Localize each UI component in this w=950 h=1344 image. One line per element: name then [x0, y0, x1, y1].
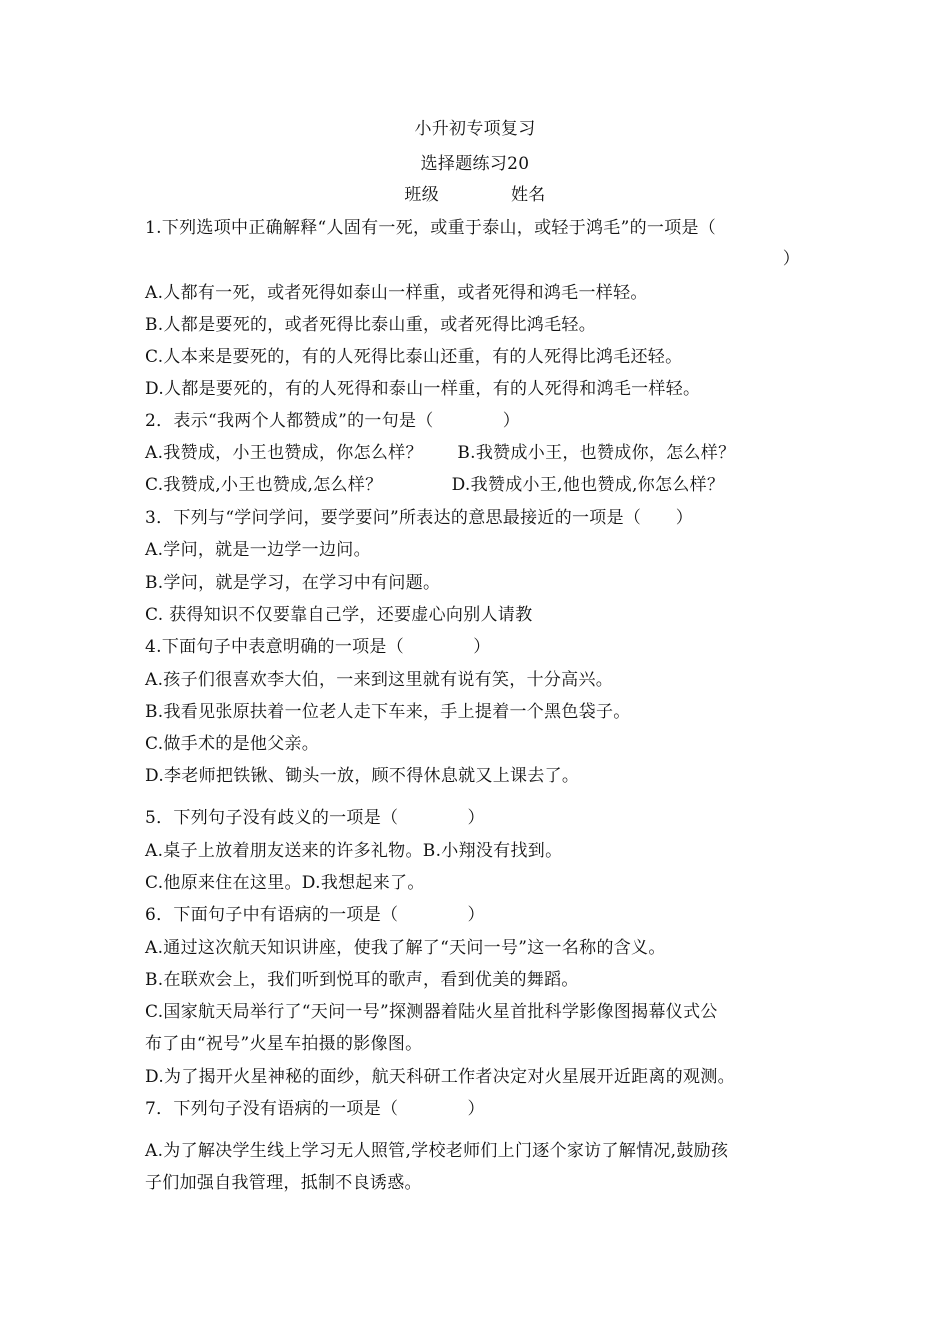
question-3-option-b: B.学问，就是学习，在学习中有问题。 [145, 573, 441, 593]
question-1-option-a: A.人都有一死，或者死得如泰山一样重，或者死得和鸿毛一样轻。 [145, 283, 648, 303]
question-4-option-d: D.李老师把铁锹、锄头一放，顾不得休息就又上课去了。 [145, 766, 580, 786]
question-4-option-c: C.做手术的是他父亲。 [145, 734, 320, 754]
question-6-stem: 6．下面句子中有语病的一项是（ ） [145, 905, 485, 925]
question-4-option-a: A.孩子们很喜欢李大伯，一来到这里就有说有笑，十分高兴。 [145, 670, 614, 690]
question-7-option-a-line2: 子们加强自我管理，抵制不良诱惑。 [145, 1173, 422, 1193]
question-6-option-a: A.通过这次航天知识讲座，使我了解了“天问一号”这一名称的含义。 [145, 938, 666, 958]
name-label: 姓名 [511, 185, 546, 205]
class-label: 班级 [404, 185, 439, 205]
question-4-stem: 4.下面句子中表意明确的一项是（ ） [145, 637, 491, 657]
document-subtitle: 选择题练习20 [420, 154, 530, 174]
question-5-option-ab: A.桌子上放着朋友送来的许多礼物。B.小翔没有找到。 [145, 841, 563, 861]
question-7-option-a-line1: A.为了解决学生线上学习无人照管,学校老师们上门逐个家访了解情况,鼓励孩 [145, 1141, 729, 1161]
question-7-stem: 7．下列句子没有语病的一项是（ ） [145, 1099, 485, 1119]
question-6-option-c-line2: 布了由“祝号”火星车拍摄的影像图。 [145, 1034, 423, 1054]
question-2-option-cd: C.我赞成,小王也赞成,怎么样？ D.我赞成小王,他也赞成,你怎么样？ [145, 475, 725, 495]
class-name-row [0, 184, 950, 206]
question-2-option-ab: A.我赞成，小王也赞成，你怎么样？ B.我赞成小王，也赞成你，怎么样？ [145, 443, 736, 463]
question-3-option-c: C. 获得知识不仅要靠自己学，还要虚心向别人请教 [145, 605, 533, 625]
question-6-option-d: D.为了揭开火星神秘的面纱，航天科研工作者决定对火星展开近距离的观测。 [145, 1067, 735, 1087]
question-5-option-cd: C.他原来住在这里。D.我想起来了。 [145, 873, 425, 893]
question-3-option-a: A.学问，就是一边学一边问。 [145, 540, 371, 560]
question-6-option-b: B.在联欢会上，我们听到悦耳的歌声，看到优美的舞蹈。 [145, 970, 579, 990]
document-title: 小升初专项复习 [414, 119, 536, 139]
question-2-stem: 2．表示“我两个人都赞成”的一句是（ ） [145, 411, 521, 431]
question-1-option-b: B.人都是要死的，或者死得比泰山重，或者死得比鸿毛轻。 [145, 315, 596, 335]
question-3-stem: 3．下列与“学问学问，要学要问”所表达的意思最接近的一项是（ ） [145, 508, 694, 528]
question-6-option-c-line1: C.国家航天局举行了“天问一号”探测器着陆火星首批科学影像图揭幕仪式公 [145, 1002, 718, 1022]
question-1-option-c: C.人本来是要死的，有的人死得比泰山还重，有的人死得比鸿毛还轻。 [145, 347, 683, 367]
question-4-option-b: B.我看见张原扶着一位老人走下车来，手上提着一个黑色袋子。 [145, 702, 631, 722]
question-5-stem: 5．下列句子没有歧义的一项是（ ） [145, 808, 485, 828]
question-1-stem: 1.下列选项中正确解释“人固有一死，或重于泰山，或轻于鸿毛”的一项是（ [145, 218, 717, 238]
question-1-stem-end: ） [782, 249, 800, 269]
question-1-option-d: D.人都是要死的，有的人死得和泰山一样重，有的人死得和鸿毛一样轻。 [145, 379, 701, 399]
